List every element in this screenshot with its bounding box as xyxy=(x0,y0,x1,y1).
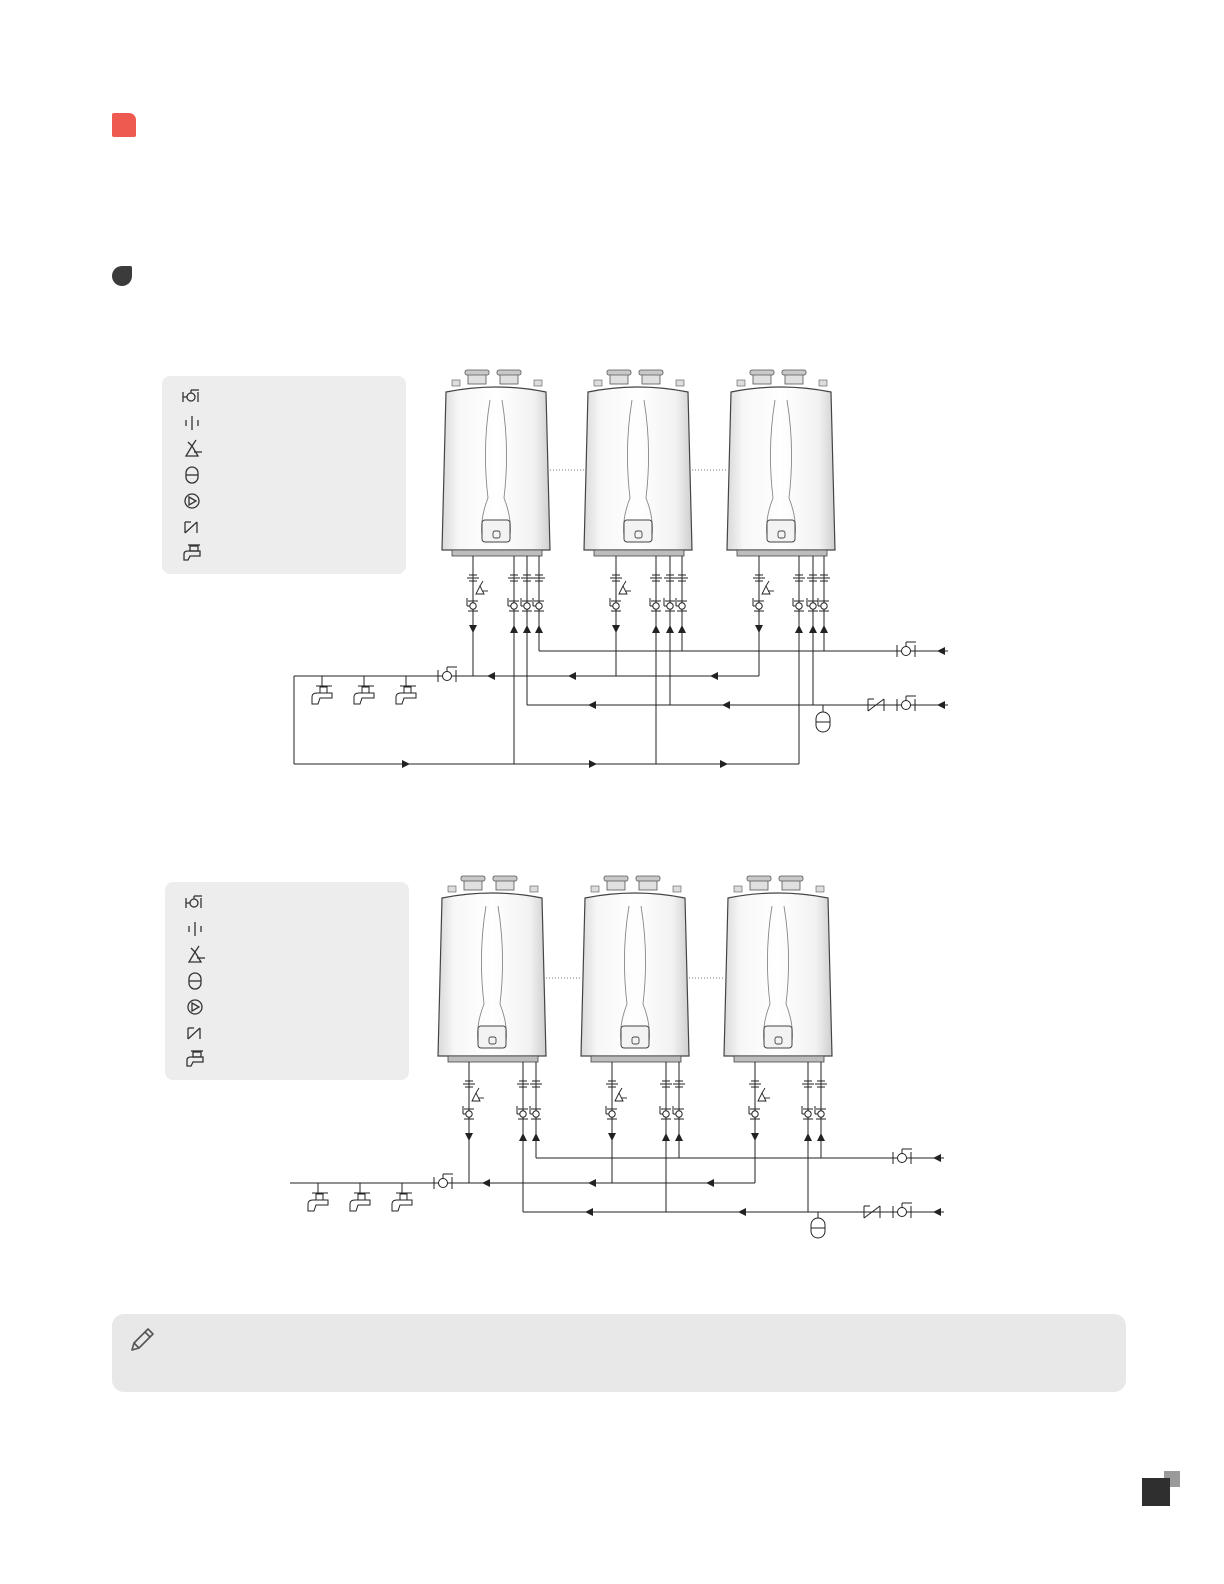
hot-shutoff-valve-1 xyxy=(438,667,457,682)
water-heater-1 xyxy=(442,370,550,556)
note-box xyxy=(112,1314,1126,1392)
diagram-2 xyxy=(290,876,944,1238)
expansion-tank-1 xyxy=(816,712,830,732)
fixture-5 xyxy=(350,1193,370,1211)
fixture-6 xyxy=(392,1193,412,1211)
gas-shutoff-valve-1 xyxy=(897,642,916,657)
water-heater-5 xyxy=(581,876,689,1062)
cold-shutoff-valve-2 xyxy=(893,1203,912,1218)
water-heater-6 xyxy=(724,876,832,1062)
water-heater-3 xyxy=(727,370,835,556)
hot-shutoff-valve-2 xyxy=(434,1174,453,1189)
water-heater-2 xyxy=(584,370,692,556)
water-heater-4 xyxy=(438,876,546,1062)
fixture-4 xyxy=(308,1193,328,1211)
page-corner-marker xyxy=(1142,1478,1170,1506)
fixture-1 xyxy=(312,686,332,704)
cold-shutoff-valve-1 xyxy=(897,696,916,711)
fixture-2 xyxy=(354,686,374,704)
diagram-1 xyxy=(294,370,948,768)
gas-shutoff-valve-2 xyxy=(893,1149,912,1164)
fixture-3 xyxy=(396,686,416,704)
expansion-tank-2 xyxy=(811,1218,825,1238)
pencil-icon xyxy=(128,1324,158,1354)
